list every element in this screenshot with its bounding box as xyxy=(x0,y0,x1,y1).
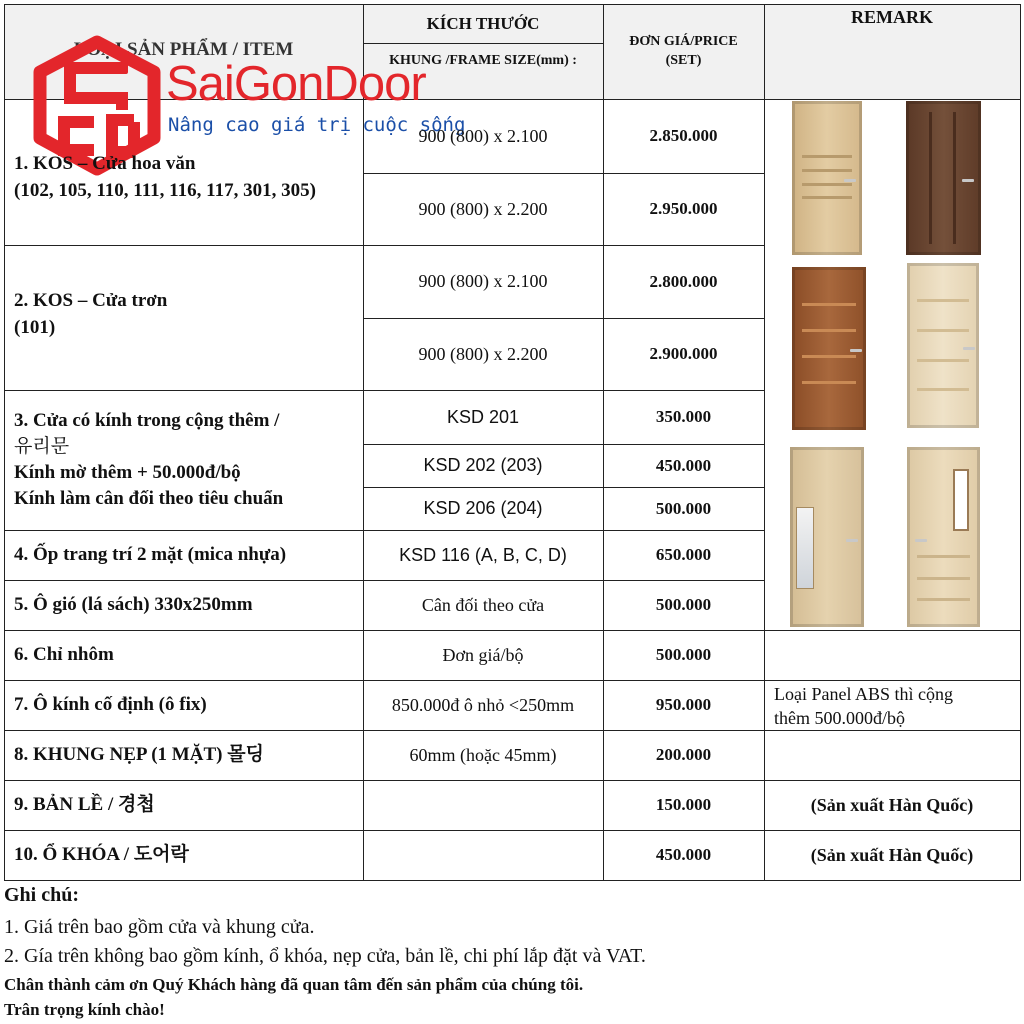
price-row-7: 950.000 xyxy=(655,695,712,714)
size-row-6: Đơn giá/bộ xyxy=(442,644,524,665)
notes-title: Ghi chú: xyxy=(4,884,80,906)
table-border xyxy=(4,880,1021,881)
item-row-1-codes: (102, 105, 110, 111, 116, 117, 301, 305) xyxy=(14,180,316,201)
item-row-4: 4. Ốp trang trí 2 mặt (mica nhựa) xyxy=(14,543,287,565)
brand-slogan: Nâng cao giá trị cuộc sống xyxy=(168,114,466,136)
thanks-message: Chân thành cảm ơn Quý Khách hàng đã quan tâm đến sản phẩm của chúng tôi. xyxy=(4,975,584,994)
size-row-1b: 900 (800) x 2.200 xyxy=(418,198,548,219)
door-groove xyxy=(802,355,855,358)
price-row-6: 500.000 xyxy=(655,645,712,664)
door-groove xyxy=(802,381,855,384)
size-row-2b: 900 (800) x 2.200 xyxy=(418,343,548,364)
remark-row-7-line1: Loại Panel ABS thì cộng xyxy=(774,684,953,704)
brand-name: SaiGonDoor xyxy=(166,57,426,111)
table-border xyxy=(1020,4,1021,881)
door-groove xyxy=(802,169,852,172)
size-row-4: KSD 116 (A, B, C, D) xyxy=(399,544,567,565)
item-row-2-name: 2. KOS – Cửa trơn xyxy=(14,289,168,311)
price-row-5: 500.000 xyxy=(655,595,712,614)
price-row-3a: 350.000 xyxy=(655,407,712,426)
door-groove xyxy=(917,329,969,332)
door-window-panel xyxy=(953,469,969,531)
size-row-8: 60mm (hoặc 45mm) xyxy=(409,744,557,765)
door-groove xyxy=(802,303,855,306)
door-groove xyxy=(917,388,969,391)
header-price xyxy=(603,4,764,99)
item-row-9: 9. BẢN LỀ / 경첩 xyxy=(14,793,155,815)
item-row-2 xyxy=(4,245,363,390)
header-size-subtitle: KHUNG /FRAME SIZE(mm) : xyxy=(389,53,577,68)
size-row-5: Cân đối theo cửa xyxy=(421,594,545,615)
door-groove xyxy=(917,555,970,558)
item-row-3-note2: Kính làm cân đối theo tiêu chuẩn xyxy=(14,488,284,510)
header-size-title: KÍCH THƯỚC xyxy=(426,13,540,33)
door-groove xyxy=(802,155,852,158)
door-groove xyxy=(917,598,970,601)
door-handle-icon xyxy=(915,539,927,542)
remark-row-9: (Sản xuất Hàn Quốc) xyxy=(810,794,974,815)
size-row-1a: 900 (800) x 2.100 xyxy=(418,125,548,146)
item-row-6: 6. Chỉ nhôm xyxy=(14,643,114,665)
item-row-3 xyxy=(4,390,363,530)
door-groove xyxy=(802,329,855,332)
price-row-4: 650.000 xyxy=(655,545,712,564)
item-row-7: 7. Ô kính cố định (ô fix) xyxy=(14,693,207,715)
door-light-oak-image xyxy=(792,101,862,255)
price-row-10: 450.000 xyxy=(655,845,712,864)
item-row-2-codes: (101) xyxy=(14,316,56,338)
price-row-2b: 2.900.000 xyxy=(649,344,718,363)
remark-row-10: (Sản xuất Hàn Quốc) xyxy=(810,844,974,865)
door-handle-icon xyxy=(962,179,974,182)
door-frame xyxy=(906,101,981,255)
door-groove xyxy=(802,196,852,199)
price-row-3c: 500.000 xyxy=(655,498,712,518)
regards-message: Trân trọng kính chào! xyxy=(4,1000,165,1019)
size-row-2a: 900 (800) x 2.100 xyxy=(418,271,548,291)
item-row-3-korean: 유리문 xyxy=(14,435,70,457)
door-groove xyxy=(917,577,970,580)
size-row-3c: KSD 206 (204) xyxy=(423,498,543,518)
table-border xyxy=(764,4,765,881)
door-small-window-image xyxy=(907,447,980,627)
note-1: 1. Giá trên bao gồm cửa và khung cửa. xyxy=(4,916,315,938)
remark-row-7-line2: thêm 500.000đ/bộ xyxy=(774,708,905,729)
price-row-8: 200.000 xyxy=(655,745,712,764)
door-groove xyxy=(802,183,852,186)
price-row-1b: 2.950.000 xyxy=(649,199,718,218)
size-row-7: 850.000đ ô nhỏ <250mm xyxy=(391,694,575,715)
item-row-10: 10. Ổ KHÓA / 도어락 xyxy=(14,843,189,865)
door-frame xyxy=(792,101,862,255)
door-handle-icon xyxy=(844,179,856,182)
remark-row-7 xyxy=(774,682,1018,731)
price-row-2a: 2.800.000 xyxy=(649,271,718,291)
size-row-3b: KSD 202 (203) xyxy=(423,455,543,475)
door-groove xyxy=(953,112,956,244)
size-row-9 xyxy=(363,780,603,830)
item-row-3-note1: Kính mờ thêm + 50.000đ/bộ xyxy=(14,462,241,483)
item-row-3-name: 3. Cửa có kính trong cộng thêm / xyxy=(14,409,280,431)
price-row-3b: 450.000 xyxy=(655,455,712,475)
door-groove xyxy=(917,299,969,302)
door-frame xyxy=(907,263,979,428)
header-remark: REMARK xyxy=(851,6,933,27)
item-row-5: 5. Ô gió (lá sách) 330x250mm xyxy=(14,593,253,615)
door-handle-icon xyxy=(963,347,975,350)
size-row-3a: KSD 201 xyxy=(446,406,520,427)
price-row-9: 150.000 xyxy=(655,795,712,814)
door-glass-panel xyxy=(796,507,814,589)
door-groove xyxy=(929,112,932,244)
header-price-line1: ĐƠN GIÁ/PRICE xyxy=(629,33,738,49)
door-chestnut-image xyxy=(792,267,866,430)
door-handle-icon xyxy=(846,539,858,542)
header-price-line2: (SET) xyxy=(665,52,702,68)
size-row-10 xyxy=(363,830,603,880)
header-item: LOẠI SẢN PHẨM / ITEM xyxy=(73,39,294,60)
note-2: 2. Gía trên không bao gồm kính, ổ khóa, nẹp cửa, bản lề, chi phí lắp đặt và VAT. xyxy=(4,945,646,967)
door-glass-pattern-image xyxy=(790,447,864,627)
door-dark-walnut-image xyxy=(906,101,981,255)
door-groove xyxy=(917,359,969,362)
item-row-1-name: 1. KOS – Cửa hoa văn xyxy=(14,153,196,175)
door-cream-image xyxy=(907,263,979,428)
item-row-1 xyxy=(4,99,363,245)
item-row-8: 8. KHUNG NẸP (1 MẶT) 몰딩 xyxy=(14,743,264,765)
price-row-1a: 2.850.000 xyxy=(649,126,718,145)
door-handle-icon xyxy=(850,349,862,352)
